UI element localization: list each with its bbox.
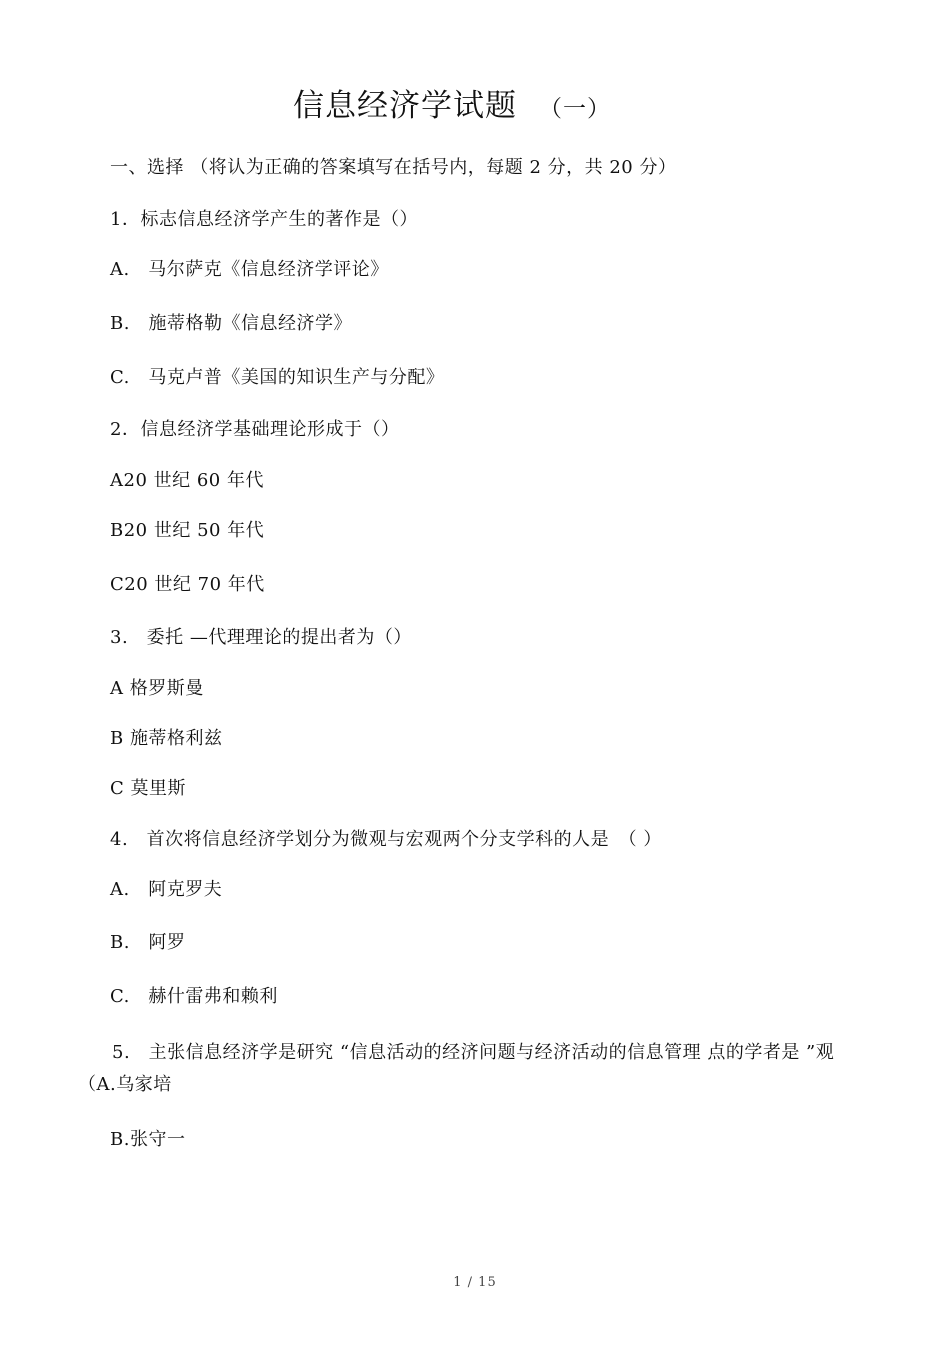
question-2: 2．信息经济学基础理论形成于（） <box>110 419 400 440</box>
title-suffix: （一） <box>539 96 611 122</box>
title-main: 信息经济学试题 <box>293 88 517 124</box>
q5-option-a: （A.乌家培 <box>78 1074 172 1095</box>
section-heading: 一、选择 （将认为正确的答案填写在括号内，每题 2 分，共 20 分） <box>110 157 677 178</box>
q4-option-a: A. 阿克罗夫 <box>110 879 223 900</box>
q2-option-a: A20 世纪 60 年代 <box>110 470 264 491</box>
question-3: 3. 委托 —代理理论的提出者为（） <box>110 627 412 648</box>
q1-option-c: C. 马克卢普《美国的知识生产与分配》 <box>110 367 445 388</box>
question-1: 1．标志信息经济学产生的著作是（） <box>110 209 418 230</box>
q3-option-a: A 格罗斯曼 <box>110 678 204 699</box>
document-title <box>293 80 611 125</box>
q3-option-b: B 施蒂格利兹 <box>110 728 223 749</box>
q3-option-c: C 莫里斯 <box>110 778 186 799</box>
question-4: 4. 首次将信息经济学划分为微观与宏观两个分支学科的人是 （ ） <box>110 829 662 850</box>
q2-option-b: B20 世纪 50 年代 <box>110 520 265 541</box>
q1-option-b: B. 施蒂格勒《信息经济学》 <box>110 313 352 334</box>
q4-option-b: B. 阿罗 <box>110 932 186 953</box>
q1-option-a: A. 马尔萨克《信息经济学评论》 <box>110 259 389 280</box>
page-indicator: 1 / 15 <box>453 1275 497 1290</box>
question-5: 5. 主张信息经济学是研究 “信息活动的经济问题与经济活动的信息管理 点的学者是 ”观 <box>112 1042 835 1063</box>
q2-option-c: C20 世纪 70 年代 <box>110 574 265 595</box>
q5-option-b: B.张守一 <box>110 1129 186 1150</box>
q4-option-c: C. 赫什雷弗和赖利 <box>110 986 278 1007</box>
